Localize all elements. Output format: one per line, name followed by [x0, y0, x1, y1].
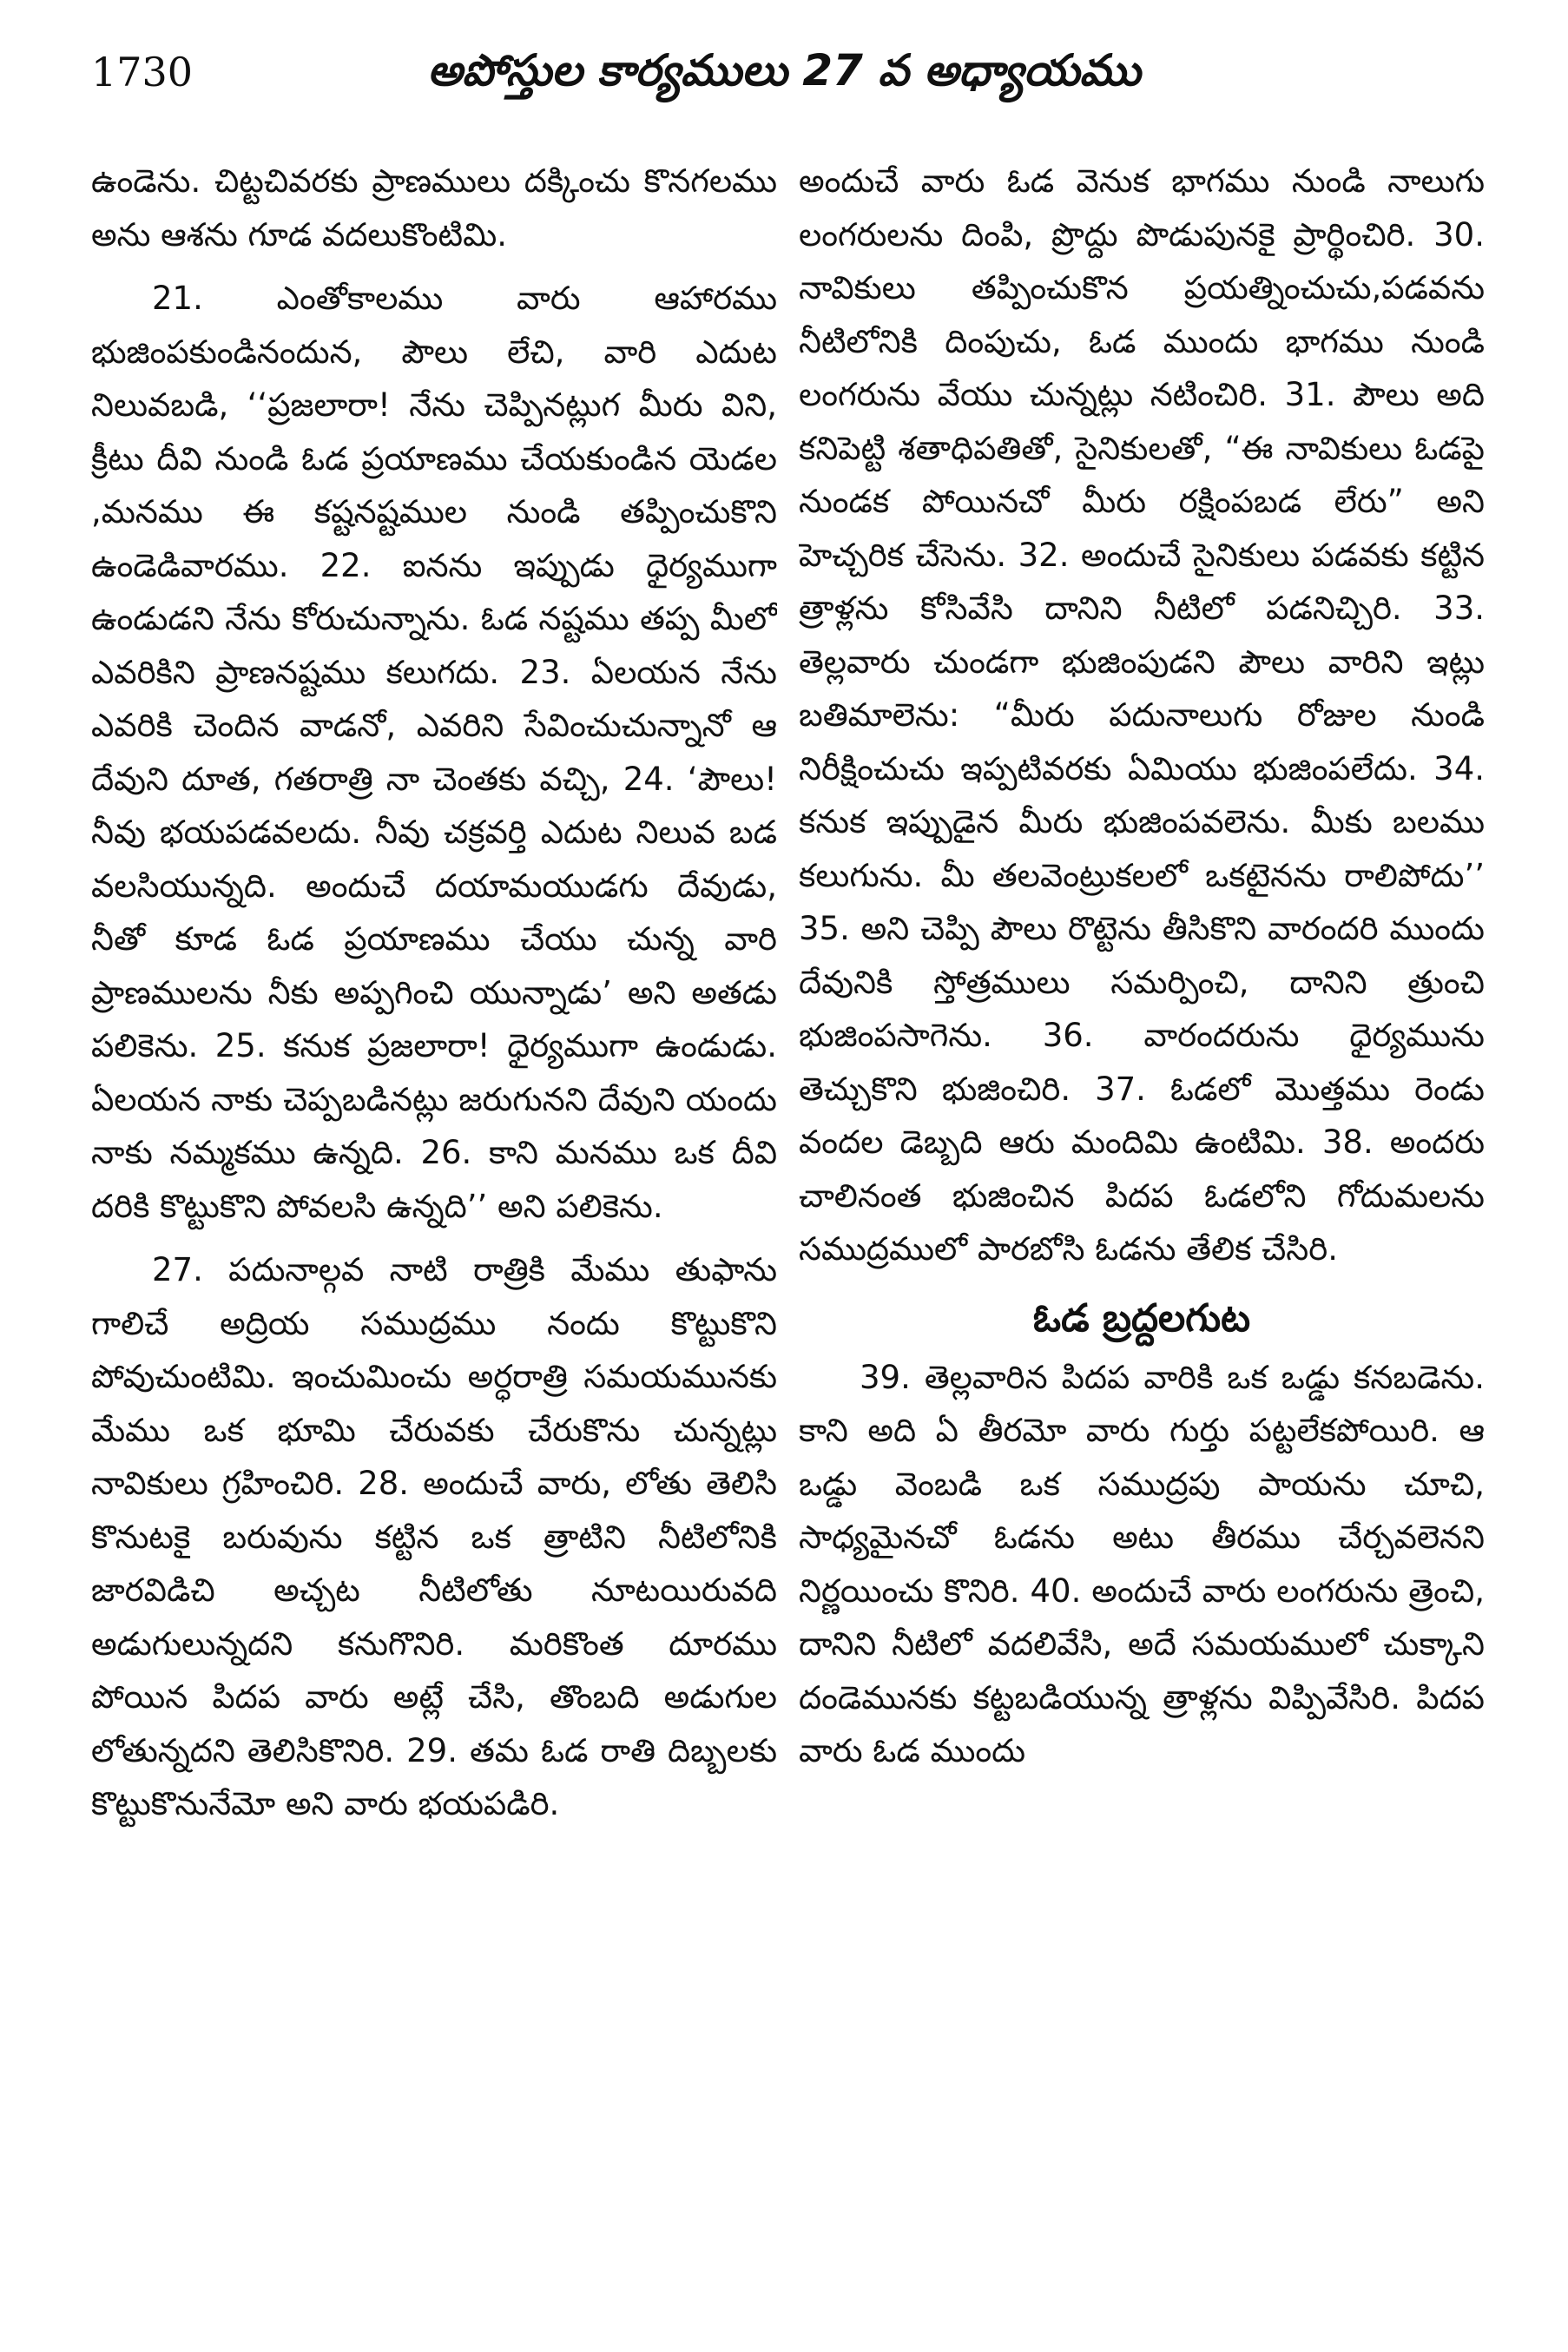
paragraph-verses-29-38: అందుచే వారు ఓడ వెనుక భాగము నుండి నాలుగు లంగరులను దింపి, ప్రొద్దు పొడుపునకై ప్రార్థించిరి. 30. నావికులు తప్పించుకొన ప్రయత్నించుచు,పడవను నీటిలోనికి దింపుచు, ఓడ ముందు భాగము నుండి లంగరును వేయు చున్నట్లు నటించిరి. 31. పౌలు అది కనిపెట్టి శతాధిపతితో, సైనికులతో, “ఈ నావికులు ఓడపై నుండక పోయినచో మీరు రక్షింపబడ లేరు” అని హెచ్చరిక చేసెను. 32. అందుచే సైనికులు పడవకు కట్టిన త్రాళ్లను కోసివేసి దానిని నీటిలో పడనిచ్చిరి. 33. తెల్లవారు చుండగా భుజింపుడని పౌలు వారిని ఇట్లు బతిమాలెను: “మీరు పదునాలుగు రోజుల నుండి నిరీక్షించుచు ఇప్పటివరకు ఏమియు భుజింపలేదు. 34. కనుక ఇప్పుడైన మీరు భుజింపవలెను. మీకు బలము కలుగును. మీ తలవెంట్రుకలలో ఒకటైనను రాలిపోదు’’ 35. అని చెప్పి పౌలు రొట్టెను తీసికొని వారందరి ముందు దేవునికి స్తోత్రములు సమర్పించి, దానిని త్రుంచి భుజింపసాగెను. 36. వారందరును ధైర్యమును తెచ్చుకొని భుజించిరి. 37. ఓడలో మొత్తము రెండు వందల డెబ్బది ఆరు మందిమి ఉంటిమి. 38. అందరు చాలినంత భుజించిన పిదప ఓడలోని గోదుమలను సముద్రములో పారబోసి ఓడను తేలిక చేసిరి. — [799, 162, 1485, 1268]
right-column — [799, 155, 1485, 2316]
page-number: 1730 — [91, 49, 194, 96]
paragraph-verses-21-26: 21. ఎంతోకాలము వారు ఆహారము భుజింపకుండినందున, పౌలు లేచి, వారి ఎదుట నిలువబడి, ‘‘ప్రజలారా! నేను చెప్పినట్లుగ మీరు విని, క్రీటు దీవి నుండి ఓడ ప్రయాణము చేయకుండిన యెడల ,మనము ఈ కష్టనష్టముల నుండి తప్పించుకొని ఉండెడివారము. 22. ఐనను ఇప్పుడు ధైర్యముగా ఉండుడని నేను కోరుచున్నాను. ఓడ నష్టము తప్ప మీలో ఎవరికిని ప్రాణనష్టము కలుగదు. 23. ఏలయన నేను ఎవరికి చెందిన వాడనో, ఎవరిని సేవించుచున్నానో ఆ దేవుని దూత, గతరాత్రి నా చెంతకు వచ్చి, 24. ‘పౌలు! నీవు భయపడవలదు. నీవు చక్రవర్తి ఎదుట నిలువ బడ వలసియున్నది. అందుచే దయామయుడగు దేవుడు, నీతో కూడ ఓడ ప్రయాణము చేయు చున్న వారి ప్రాణములను నీకు అప్పగించి యున్నాడు’ అని అతడు పలికెను. 25. కనుక ప్రజలారా! ధైర్యముగా ఉండుడు. ఏలయన నాకు చెప్పబడినట్లు జరుగునని దేవుని యందు నాకు నమ్మకము ఉన్నది. 26. కాని మనము ఒక దీవి దరికి కొట్టుకొని పోవలసి ఉన్నది’’ అని పలికెను. — [91, 280, 777, 1225]
page-header — [0, 35, 1568, 122]
paragraph-verses-39-40: 39. తెల్లవారిన పిదప వారికి ఒక ఒడ్డు కనబడెను. కాని అది ఏ తీరమో వారు గుర్తు పట్టలేకపోయిరి. ఆ ఒడ్డు వెంబడి ఒక సముద్రపు పాయను చూచి, సాధ్యమైనచో ఓడను అటు తీరము చేర్చవలెనని నిర్ణయించు కొనిరి. 40. అందుచే వారు లంగరును త్రెంచి, దానిని నీటిలో వదలివేసి, అదే సమయములో చుక్కాని దండెమునకు కట్టబడియున్న త్రాళ్లను విప్పివేసిరి. పిదప వారు ఓడ ముందు — [799, 1358, 1485, 1769]
paragraph-continuation: ఉండెను. చిట్టచివరకు ప్రాణములు దక్కించు కొనగలము అను ఆశను గూడ వదలుకొంటిమి. — [91, 162, 777, 254]
left-column — [91, 155, 777, 2316]
running-title: అపోస్తుల కార్యములు 27 వ అధ్యాయము — [427, 45, 1141, 96]
section-heading: ఓడ బ్రద్దలగుట — [1032, 1295, 1251, 1341]
paragraph-verses-27-29: 27. పదునాల్గవ నాటి రాత్రికి మేము తుఫాను గాలిచే అద్రియ సముద్రము నందు కొట్టుకొని పోవుచుంటిమి. ఇంచుమించు అర్ధరాత్రి సమయమునకు మేము ఒక భూమి చేరువకు చేరుకొను చున్నట్లు నావికులు గ్రహించిరి. 28. అందుచే వారు, లోతు తెలిసి కొనుటకై బరువును కట్టిన ఒక త్రాటిని నీటిలోనికి జారవిడిచి అచ్చట నీటిలోతు నూటయిరువది అడుగులున్నదని కనుగొనిరి. మరికొంత దూరము పోయిన పిదప వారు అట్లే చేసి, తొంబది అడుగుల లోతున్నదని తెలిసికొనిరి. 29. తమ ఓడ రాతి దిబ్బలకు కొట్టుకొనునేమో అని వారు భయపడిరి. — [91, 1251, 777, 1822]
